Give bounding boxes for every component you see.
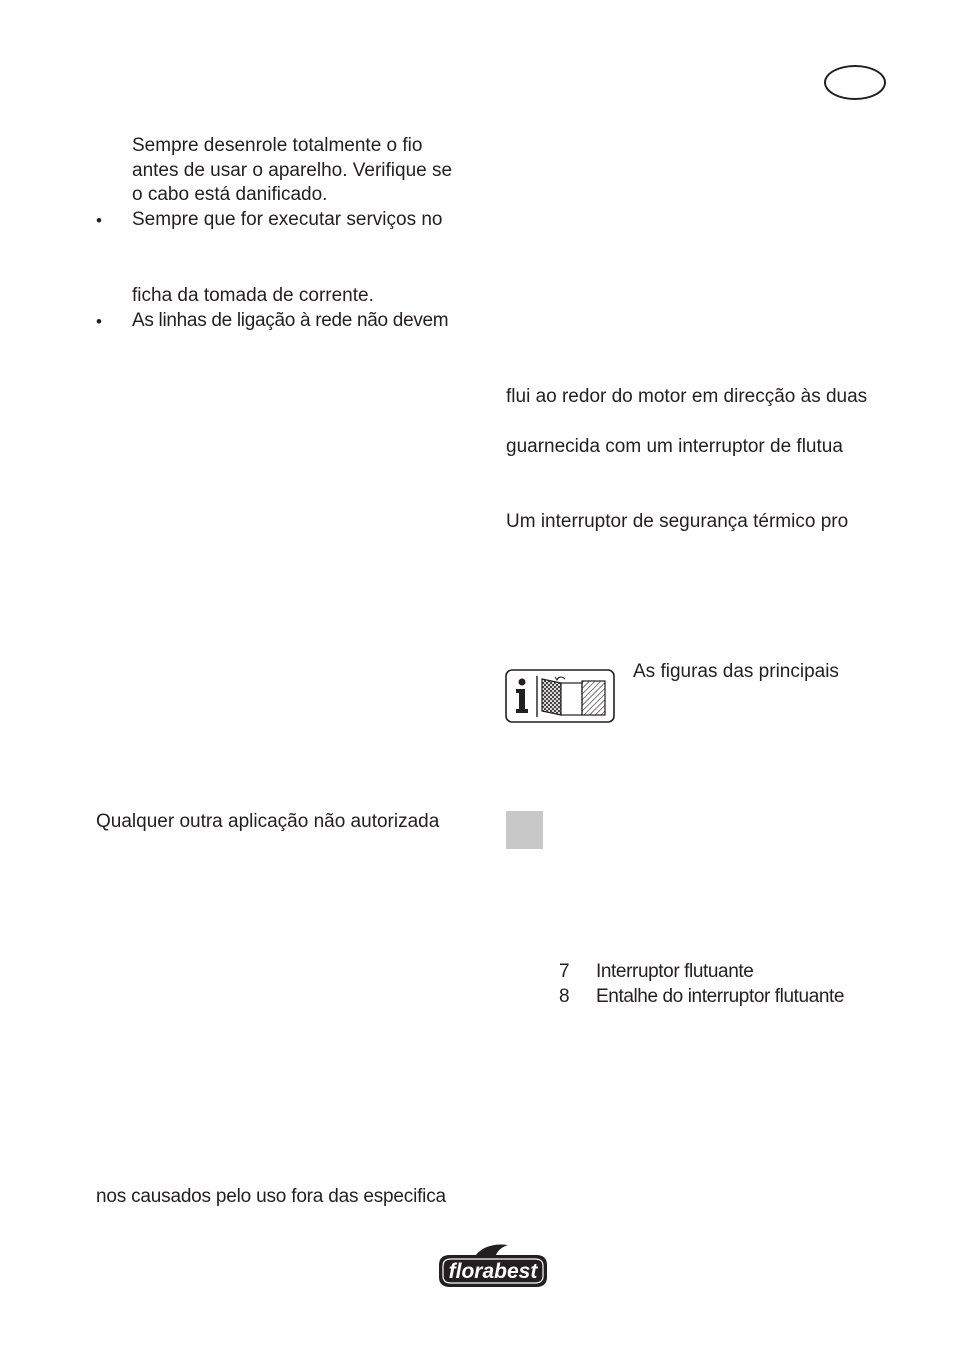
right-line-3: Um interruptor de segurança térmico pro	[506, 511, 849, 532]
part-label-8: Entalhe do interruptor flutuante	[596, 986, 845, 1007]
bullet-marker-1: •	[96, 211, 102, 230]
part-number-8: 8	[559, 986, 570, 1007]
left-line-5: Qualquer outra aplicação não autorizada	[96, 811, 440, 832]
left-line-2: antes de usar o aparelho. Verifique se	[132, 160, 453, 181]
svg-text:florabest: florabest	[448, 1260, 538, 1283]
right-line-2: guarnecida com um interruptor de flutua	[506, 436, 843, 457]
info-fold-out-icon	[505, 669, 615, 723]
left-line-1: Sempre desenrole totalmente o fio	[132, 135, 423, 156]
info-text: As figuras das principais	[633, 661, 839, 682]
florabest-logo	[436, 1241, 550, 1289]
left-line-3: o cabo está danificado.	[132, 184, 328, 205]
left-line-6: nos causados pelo uso fora das especifica	[96, 1186, 446, 1207]
left-line-4: ficha da tomada de corrente.	[132, 285, 374, 306]
part-label-7: Interruptor flutuante	[596, 961, 754, 982]
gray-box	[506, 811, 543, 849]
left-bullet-2: As linhas de ligação à rede não devem	[132, 310, 449, 331]
left-bullet-1: Sempre que for executar serviços no	[132, 209, 443, 230]
right-line-1: flui ao redor do motor em direcção às duas	[506, 386, 868, 407]
part-number-7: 7	[559, 961, 570, 982]
language-badge	[824, 65, 886, 100]
bullet-marker-2: •	[96, 312, 102, 331]
